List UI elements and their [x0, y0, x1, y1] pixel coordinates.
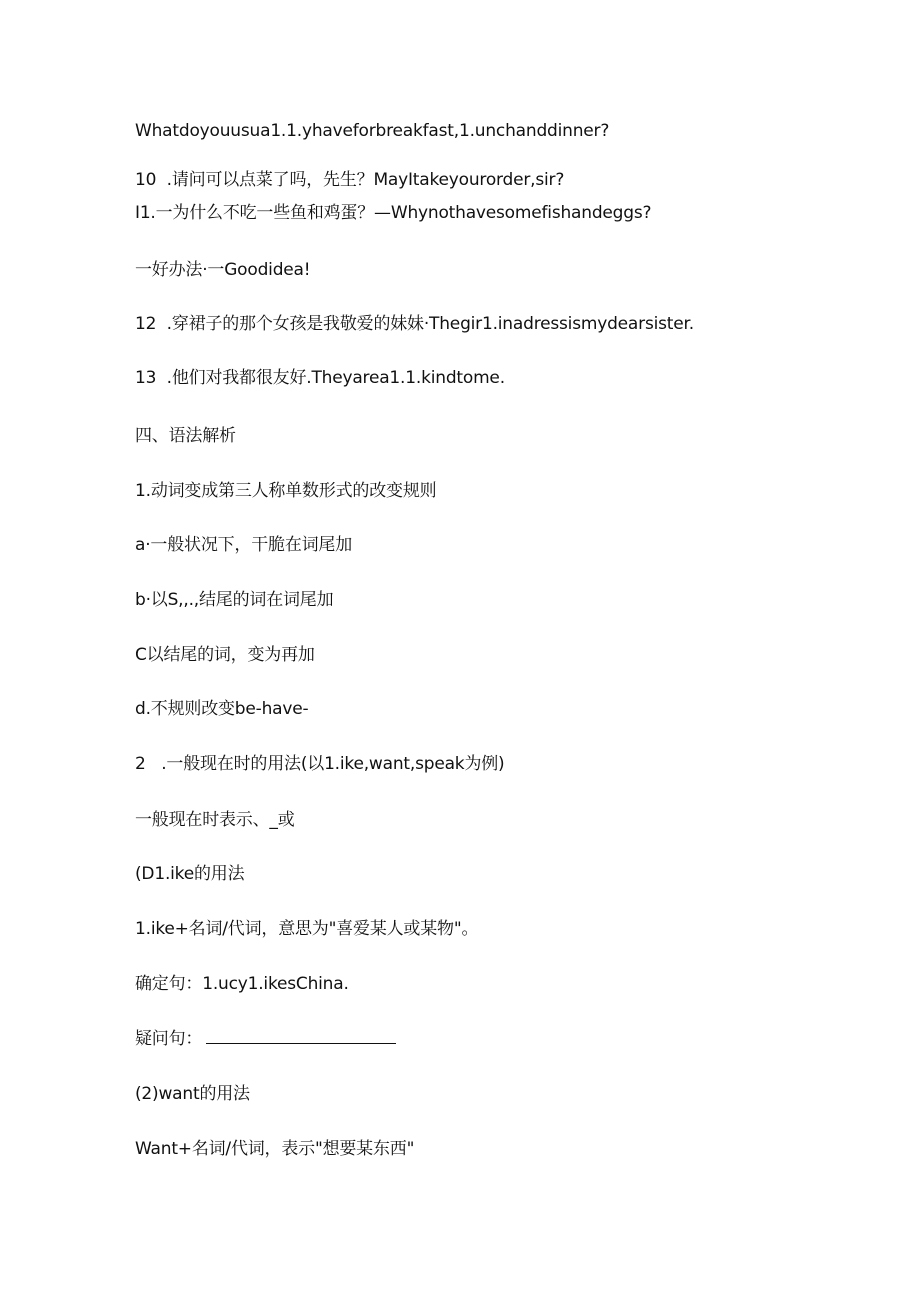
text-line-5: 12 .穿裙子的那个女孩是我敬爱的妹妹·Thegir1.inadressismydearsister.	[135, 314, 694, 334]
text-line-15: (D1.ike的用法	[135, 864, 245, 884]
text-line-12: d.不规则改变be-have-	[135, 699, 309, 719]
text-line-1: Whatdoyouusua1.1.yhaveforbreakfast,1.unchanddinner?	[135, 121, 610, 141]
section-heading: 四、语法解析	[135, 426, 236, 446]
question-label: 疑问句：	[135, 1029, 203, 1049]
text-line-2: 10 .请问可以点菜了吗，先生？MayItakeyourorder,sir?	[135, 170, 565, 190]
text-line-16: 1.ike+名词/代词，意思为"喜爱某人或某物"。	[135, 919, 479, 939]
text-line-4: 一好办法·一Goodidea!	[135, 260, 311, 280]
text-line-6: 13 .他们对我都很友好.Theyarea1.1.kindtome.	[135, 368, 505, 388]
text-line-17: 确定句：1.ucy1.ikesChina.	[135, 974, 349, 994]
text-line-3: I1.一为什么不吃一些鱼和鸡蛋？—Whynothavesomefishandeggs?	[135, 203, 652, 223]
text-line-20: Want+名词/代词，表示"想要某东西"	[135, 1139, 415, 1159]
text-line-10: b·以S,,.,结尾的词在词尾加	[135, 590, 334, 610]
text-line-8: 1.动词变成第三人称单数形式的改变规则	[135, 481, 437, 501]
text-line-9: a·一般状况下，干脆在词尾加	[135, 535, 353, 555]
answer-blank	[206, 1027, 396, 1044]
text-line-18	[135, 1027, 396, 1051]
text-line-11: C以结尾的词，变为再加	[135, 645, 315, 665]
text-line-13: 2 .一般现在时的用法(以1.ike,want,speak为例)	[135, 754, 505, 774]
text-line-19: (2)want的用法	[135, 1084, 250, 1104]
text-line-14: 一般现在时表示、_或	[135, 810, 295, 830]
